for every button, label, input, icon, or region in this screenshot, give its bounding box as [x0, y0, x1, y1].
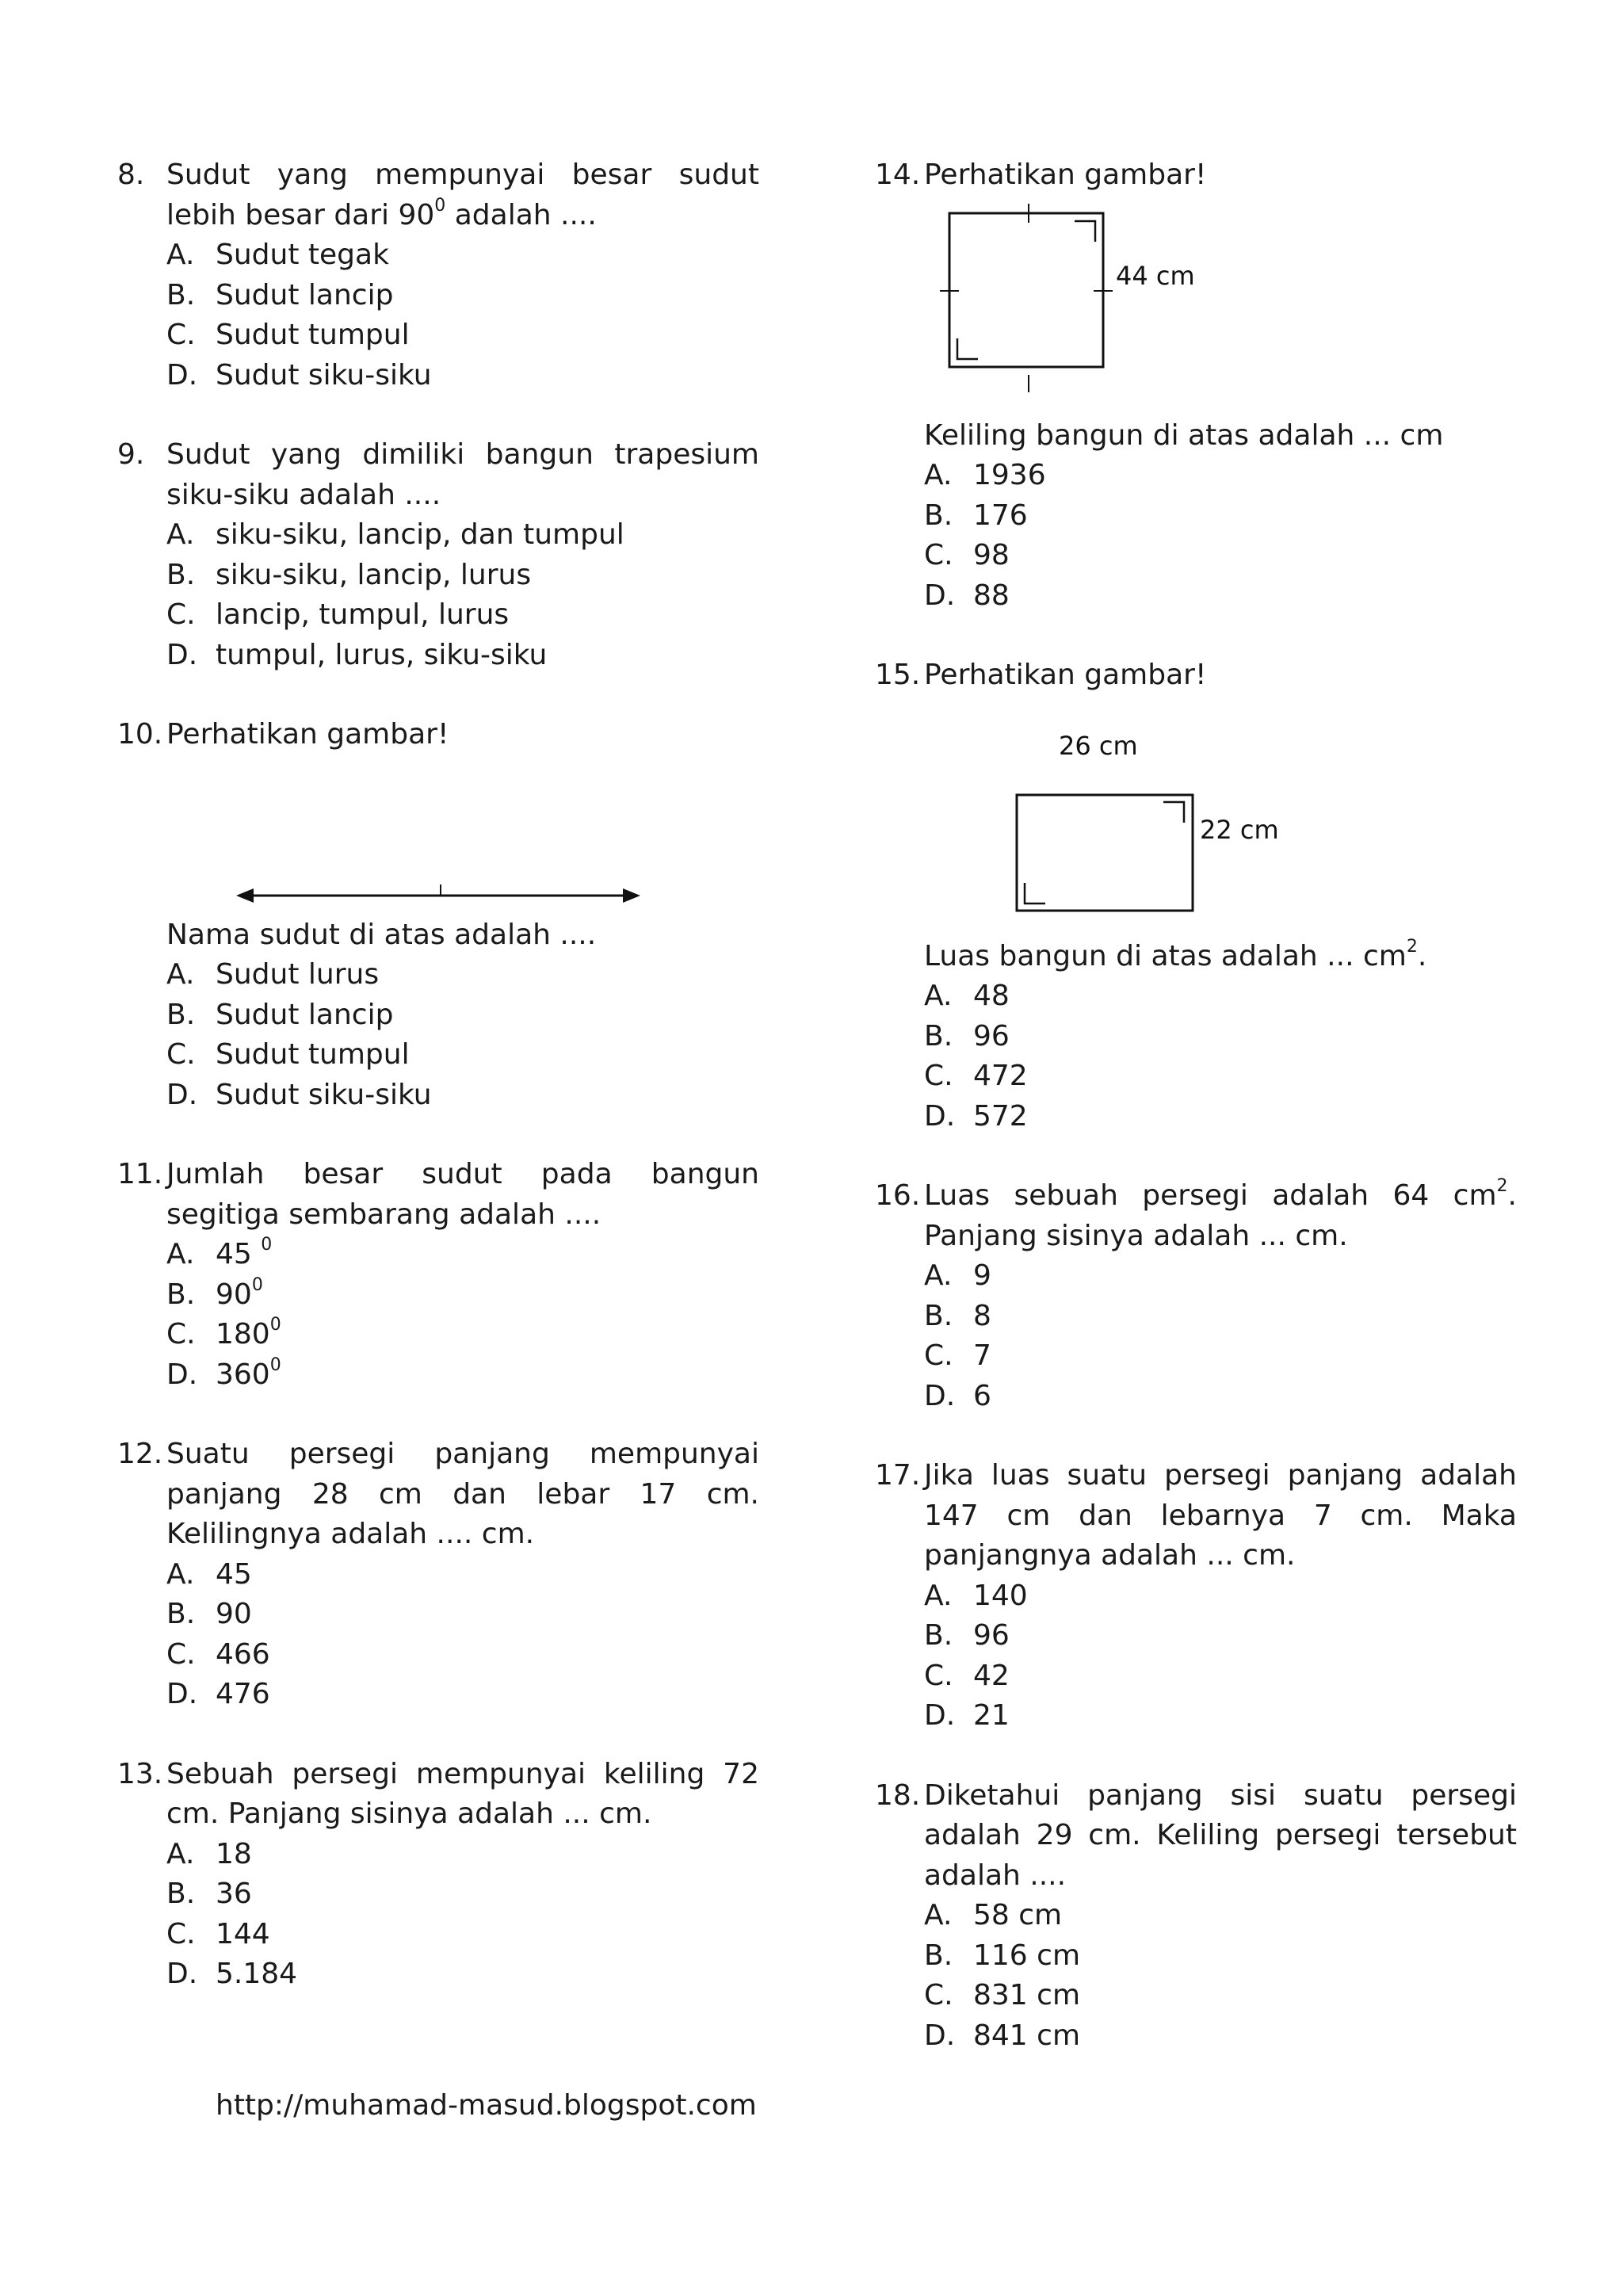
option-letter: C.: [924, 1060, 953, 1092]
option-letter: A.: [166, 239, 195, 271]
option-text: siku-siku, lancip, lurus: [216, 558, 532, 591]
stem-text: Sudut yang dimiliki bangun trapesium siku-siku adalah ....: [166, 438, 759, 511]
option-d[interactable]: [924, 1097, 1517, 1137]
option-text: 116 cm: [973, 1939, 1081, 1972]
option-text: 58 cm: [973, 1899, 1063, 1931]
stem-text: Luas sebuah persegi adalah 64 cm: [924, 1179, 1497, 1212]
option-text: 9: [973, 1259, 991, 1292]
option-text: 831 cm: [973, 1979, 1081, 2011]
option-text: Sudut tumpul: [216, 1038, 410, 1071]
option-letter: C.: [924, 1339, 953, 1372]
option-text: 360: [216, 1358, 270, 1391]
option-letter: D.: [166, 638, 198, 671]
question-8-stem: [117, 155, 759, 235]
question-14: [875, 155, 1517, 616]
superscript: 0: [251, 1274, 263, 1295]
question-number: 14.: [875, 159, 921, 191]
option-c[interactable]: [924, 1976, 1517, 2016]
question-number: 16.: [875, 1179, 921, 1212]
option-letter: A.: [924, 1259, 953, 1292]
option-b[interactable]: [166, 276, 759, 316]
option-text: 98: [973, 539, 1010, 571]
option-b[interactable]: [924, 496, 1517, 537]
option-list: [875, 976, 1517, 1137]
option-text: lancip, tumpul, lurus: [216, 598, 510, 631]
option-letter: D.: [924, 1099, 956, 1133]
superscript: 0: [269, 1354, 281, 1375]
right-column: [875, 155, 1517, 2056]
stem-text: Diketahui panjang sisi suatu persegi adalah 29 cm. Keliling persegi tersebut adalah ....: [924, 1778, 1517, 1892]
question-15-stem: [875, 655, 1517, 696]
question-number: 8.: [117, 159, 145, 191]
option-letter: C.: [166, 319, 196, 351]
stem-text: Suatu persegi panjang mempunyai panjang 28 cm dan lebar 17 cm. Kelilingnya adalah .... cm.: [166, 1438, 759, 1550]
option-a[interactable]: [924, 1896, 1517, 1936]
question-13: [117, 1755, 759, 1995]
square-shape: [949, 213, 1103, 367]
right-angle-mark: [1163, 802, 1184, 823]
option-letter: A.: [166, 1557, 195, 1591]
option-letter: A.: [166, 958, 195, 991]
option-c[interactable]: [924, 536, 1517, 576]
stem-text: Sebuah persegi mempunyai keliling 72 cm. Panjang sisinya adalah ... cm.: [166, 1757, 759, 1830]
option-text: 572: [973, 1099, 1028, 1133]
stem-text: Jumlah besar sudut pada bangun segitiga sembarang adalah ....: [166, 1158, 759, 1231]
option-a[interactable]: [166, 1235, 759, 1275]
question-18-stem: [875, 1776, 1517, 1897]
option-list: [117, 1235, 759, 1395]
option-d[interactable]: [166, 1355, 759, 1396]
question-14-prompt: Keliling bangun di atas adalah ... cm: [924, 418, 1444, 452]
top-length-label: 26 cm: [1059, 730, 1138, 761]
prompt-text: Luas bangun di atas adalah ... cm: [924, 939, 1407, 972]
option-letter: D.: [924, 2019, 956, 2052]
option-b[interactable]: [166, 995, 759, 1036]
option-b[interactable]: [924, 1297, 1517, 1337]
option-text: 5.184: [216, 1958, 298, 1990]
option-b[interactable]: [166, 1275, 759, 1316]
option-text: 472: [973, 1060, 1028, 1092]
question-10-stem: [117, 715, 759, 755]
option-b[interactable]: [166, 1874, 759, 1915]
option-letter: D.: [166, 358, 198, 392]
option-d[interactable]: [924, 576, 1517, 617]
option-c[interactable]: [166, 1635, 759, 1675]
option-c[interactable]: [166, 1315, 759, 1355]
option-text: Sudut siku-siku: [216, 358, 432, 392]
option-text: 45: [216, 1238, 262, 1270]
option-letter: D.: [924, 579, 956, 612]
option-a[interactable]: [924, 456, 1517, 496]
option-list: [117, 955, 759, 1115]
option-letter: B.: [166, 558, 196, 591]
right-angle-mark: [957, 338, 978, 359]
option-a[interactable]: [166, 1835, 759, 1875]
option-letter: C.: [924, 1979, 953, 2011]
question-10: [117, 715, 759, 1115]
option-letter: A.: [166, 518, 195, 551]
option-letter: D.: [166, 1958, 198, 1990]
option-text: 180: [216, 1318, 270, 1350]
option-text: 90: [216, 1278, 252, 1311]
option-text: 6: [973, 1379, 991, 1412]
right-angle-mark: [1025, 883, 1045, 904]
option-list: [875, 456, 1517, 616]
option-text: Sudut lancip: [216, 998, 394, 1031]
superscript: 2: [1496, 1176, 1508, 1196]
option-list: [117, 1835, 759, 1995]
option-letter: B.: [166, 1598, 196, 1630]
option-c[interactable]: [924, 1056, 1517, 1097]
option-text: Sudut lurus: [216, 958, 380, 991]
option-text: 144: [216, 1917, 270, 1950]
question-number: 9.: [117, 438, 145, 471]
stem-text: adalah ....: [445, 198, 597, 231]
question-11-stem: [117, 1155, 759, 1235]
option-text: 476: [216, 1678, 270, 1710]
option-b[interactable]: [924, 1017, 1517, 1057]
option-letter: B.: [924, 499, 953, 532]
question-17: [875, 1456, 1517, 1736]
option-text: 48: [973, 980, 1010, 1012]
right-angle-mark: [1075, 221, 1095, 242]
option-c[interactable]: [166, 1035, 759, 1075]
option-text: 841 cm: [973, 2019, 1081, 2052]
option-c[interactable]: [166, 315, 759, 356]
option-text: 42: [973, 1659, 1010, 1692]
option-letter: B.: [166, 1278, 196, 1311]
option-c[interactable]: [166, 595, 759, 636]
option-letter: D.: [166, 1078, 198, 1111]
option-letter: A.: [924, 1579, 953, 1612]
option-text: 45: [216, 1557, 252, 1591]
option-text: 140: [973, 1579, 1028, 1612]
option-text: 96: [973, 1619, 1010, 1652]
question-15: [875, 655, 1517, 1137]
option-letter: C.: [924, 539, 953, 571]
option-a[interactable]: [924, 976, 1517, 1017]
question-12: [117, 1435, 759, 1715]
option-letter: B.: [924, 1619, 953, 1652]
option-letter: B.: [924, 1299, 953, 1332]
option-d[interactable]: [166, 1075, 759, 1116]
question-number: 13.: [117, 1757, 163, 1790]
option-letter: D.: [924, 1699, 956, 1732]
straight-angle-figure: [117, 755, 759, 915]
option-text: 7: [973, 1339, 991, 1372]
option-d[interactable]: [166, 1954, 759, 1995]
question-18: [875, 1776, 1517, 2057]
side-length-label: 44 cm: [1116, 260, 1195, 291]
option-text: siku-siku, lancip, dan tumpul: [216, 518, 624, 551]
superscript: 0: [434, 195, 446, 216]
option-text: 21: [973, 1699, 1010, 1732]
option-letter: D.: [924, 1379, 956, 1412]
stem-text: Jika luas suatu persegi panjang adalah 147 cm dan lebarnya 7 cm. Maka panjangnya adalah ... cm.: [924, 1459, 1517, 1572]
option-letter: B.: [924, 1019, 953, 1052]
option-letter: A.: [166, 1238, 195, 1270]
rectangle-shape: [1017, 795, 1193, 911]
question-number: 10.: [117, 718, 163, 751]
option-c[interactable]: [166, 1915, 759, 1955]
option-letter: B.: [166, 1878, 196, 1910]
option-letter: A.: [924, 459, 953, 491]
option-list: [875, 1896, 1517, 2056]
stem-text: Perhatikan gambar!: [924, 659, 1207, 691]
option-letter: A.: [166, 1837, 195, 1870]
option-d[interactable]: [166, 356, 759, 396]
question-14-stem: [875, 155, 1517, 196]
option-text: 96: [973, 1019, 1010, 1052]
option-letter: B.: [166, 998, 196, 1031]
left-column: [117, 155, 759, 1995]
option-a[interactable]: [924, 1256, 1517, 1297]
option-text: tumpul, lurus, siku-siku: [216, 638, 548, 671]
option-letter: C.: [166, 1038, 196, 1071]
option-a[interactable]: [924, 1576, 1517, 1617]
option-a[interactable]: [166, 955, 759, 995]
option-text: Sudut siku-siku: [216, 1078, 432, 1111]
option-letter: C.: [166, 598, 196, 631]
option-list: [117, 515, 759, 675]
arrow-left: [236, 888, 254, 903]
option-d[interactable]: [166, 636, 759, 676]
option-b[interactable]: [924, 1936, 1517, 1977]
question-number: 11.: [117, 1158, 163, 1190]
question-10-prompt: Nama sudut di atas adalah ....: [166, 918, 597, 951]
option-text: 36: [216, 1878, 252, 1910]
option-text: Sudut lancip: [216, 278, 394, 311]
option-a[interactable]: [166, 515, 759, 556]
arrow-right: [623, 888, 640, 903]
question-13-stem: [117, 1755, 759, 1835]
question-17-stem: [875, 1456, 1517, 1576]
question-9-stem: [117, 435, 759, 515]
side-length-label: 22 cm: [1200, 814, 1279, 845]
option-c[interactable]: [924, 1336, 1517, 1377]
question-15-prompt: [875, 937, 1517, 977]
question-8: [117, 155, 759, 395]
option-text: 18: [216, 1837, 252, 1870]
question-number: 18.: [875, 1778, 921, 1812]
option-letter: D.: [166, 1358, 198, 1391]
option-list: [117, 235, 759, 395]
option-letter: A.: [924, 980, 953, 1012]
stem-text: Perhatikan gambar!: [166, 718, 449, 751]
option-text: 90: [216, 1598, 252, 1630]
option-list: [117, 1555, 759, 1715]
superscript: 0: [261, 1235, 273, 1255]
option-list: [875, 1256, 1517, 1416]
question-9: [117, 435, 759, 675]
question-11: [117, 1155, 759, 1395]
option-d[interactable]: [924, 1377, 1517, 1417]
question-number: 17.: [875, 1459, 921, 1492]
option-d[interactable]: [924, 1696, 1517, 1736]
prompt-text: .: [1417, 939, 1427, 972]
option-b[interactable]: [924, 1616, 1517, 1656]
stem-text: Perhatikan gambar!: [924, 159, 1207, 191]
square-figure: [875, 196, 1517, 416]
option-c[interactable]: [924, 1656, 1517, 1697]
superscript: 2: [1406, 936, 1418, 957]
option-text: 176: [973, 499, 1028, 532]
option-a[interactable]: [166, 1555, 759, 1595]
question-16-stem: [875, 1176, 1517, 1256]
option-letter: C.: [924, 1659, 953, 1692]
option-d[interactable]: [924, 2016, 1517, 2057]
superscript: 0: [269, 1315, 281, 1335]
option-letter: C.: [166, 1318, 196, 1350]
option-letter: C.: [166, 1637, 196, 1671]
option-b[interactable]: [166, 556, 759, 596]
option-letter: A.: [924, 1899, 953, 1931]
option-letter: C.: [166, 1917, 196, 1950]
option-text: Sudut tumpul: [216, 319, 410, 351]
option-letter: B.: [166, 278, 196, 311]
stem-text: Sudut yang mempunyai besar sudut lebih besar dari 90: [166, 159, 759, 231]
rectangle-figure: [875, 696, 1517, 937]
stem-text: . Panjang sisinya adalah ... cm.: [924, 1179, 1517, 1252]
question-16: [875, 1176, 1517, 1416]
option-b[interactable]: [166, 1595, 759, 1635]
option-text: 88: [973, 579, 1010, 612]
option-a[interactable]: [166, 235, 759, 276]
option-text: 1936: [973, 459, 1046, 491]
option-text: 466: [216, 1637, 270, 1671]
option-text: 8: [973, 1299, 991, 1332]
option-letter: B.: [924, 1939, 953, 1972]
option-list: [875, 1576, 1517, 1736]
footer-url[interactable]: http://muhamad-masud.blogspot.com: [216, 2089, 757, 2122]
question-number: 15.: [875, 659, 921, 691]
option-text: Sudut tegak: [216, 239, 389, 271]
question-12-stem: [117, 1435, 759, 1555]
option-letter: D.: [166, 1678, 198, 1710]
question-number: 12.: [117, 1438, 163, 1470]
option-d[interactable]: [166, 1675, 759, 1715]
